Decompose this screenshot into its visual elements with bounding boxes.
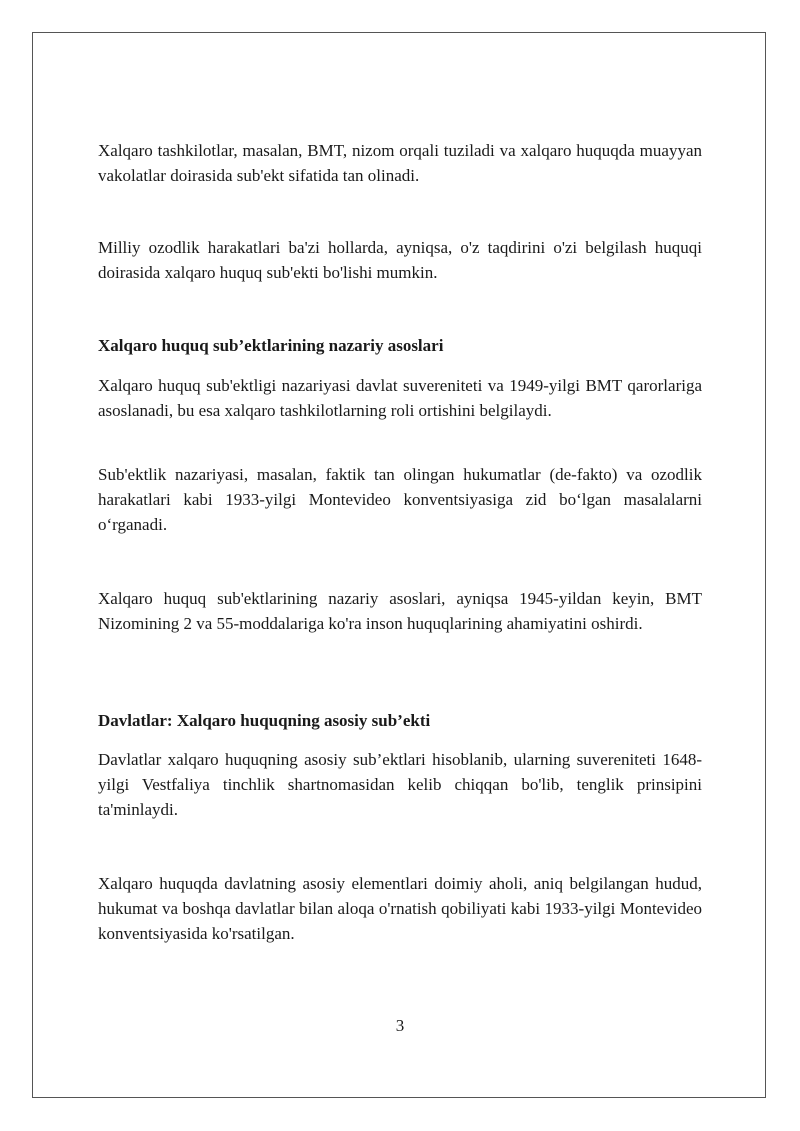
paragraph-subjectivity-theory-examples: Sub'ektlik nazariyasi, masalan, faktik tan olingan hukumatlar (de-fakto) va ozodlik harakatlari kabi 1933-yilgi Montevideo konventsiyasiga zid bo‘lgan masalalarni o‘rganadi. bbox=[98, 465, 702, 534]
paragraph-state-elements: Xalqaro huquqda davlatning asosiy elementlari doimiy aholi, aniq belgilangan hudud, hukumat va boshqa davlatlar bilan aloqa o'rnatish qobiliyati kabi 1933-yilgi Montevideo konventsiyasida ko'rsatilgan. bbox=[98, 874, 702, 943]
paragraph-national-liberation-movements: Milliy ozodlik harakatlari ba'zi hollarda, ayniqsa, o'z taqdirini o'zi belgilash huquqi doirasida xalqaro huquq sub'ekti bo'lishi mumkin. bbox=[98, 238, 702, 282]
paragraph-subjectivity-theory: Xalqaro huquq sub'ektligi nazariyasi davlat suvereniteti va 1949-yilgi BMT qarorlariga asoslanadi, bu esa xalqaro tashkilotlarning roli ortishini belgilaydi. bbox=[98, 376, 702, 420]
page-number: 3 bbox=[395, 1016, 405, 1035]
paragraph-states-sovereignty: Davlatlar xalqaro huquqning asosiy sub’ektlari hisoblanib, ularning suvereniteti 1648-yilgi Vestfaliya tinchlik shartnomasidan kelib chiqqan bo'lib, tenglik prinsipini ta'minlaydi. bbox=[98, 750, 702, 819]
paragraph-theoretical-foundations-1945: Xalqaro huquq sub'ektlarining nazariy asoslari, ayniqsa 1945-yildan keyin, BMT Nizomining 2 va 55-moddalariga ko'ra inson huquqlarining ahamiyatini oshirdi. bbox=[98, 589, 702, 633]
heading-theoretical-foundations: Xalqaro huquq sub’ektlarining nazariy asoslari bbox=[98, 336, 444, 355]
heading-states-main-subject: Davlatlar: Xalqaro huquqning asosiy sub’ekti bbox=[98, 711, 431, 730]
paragraph-international-organizations: Xalqaro tashkilotlar, masalan, BMT, nizom orqali tuziladi va xalqaro huquqda muayyan vakolatlar doirasida sub'ekt sifatida tan olinadi. bbox=[98, 141, 702, 185]
